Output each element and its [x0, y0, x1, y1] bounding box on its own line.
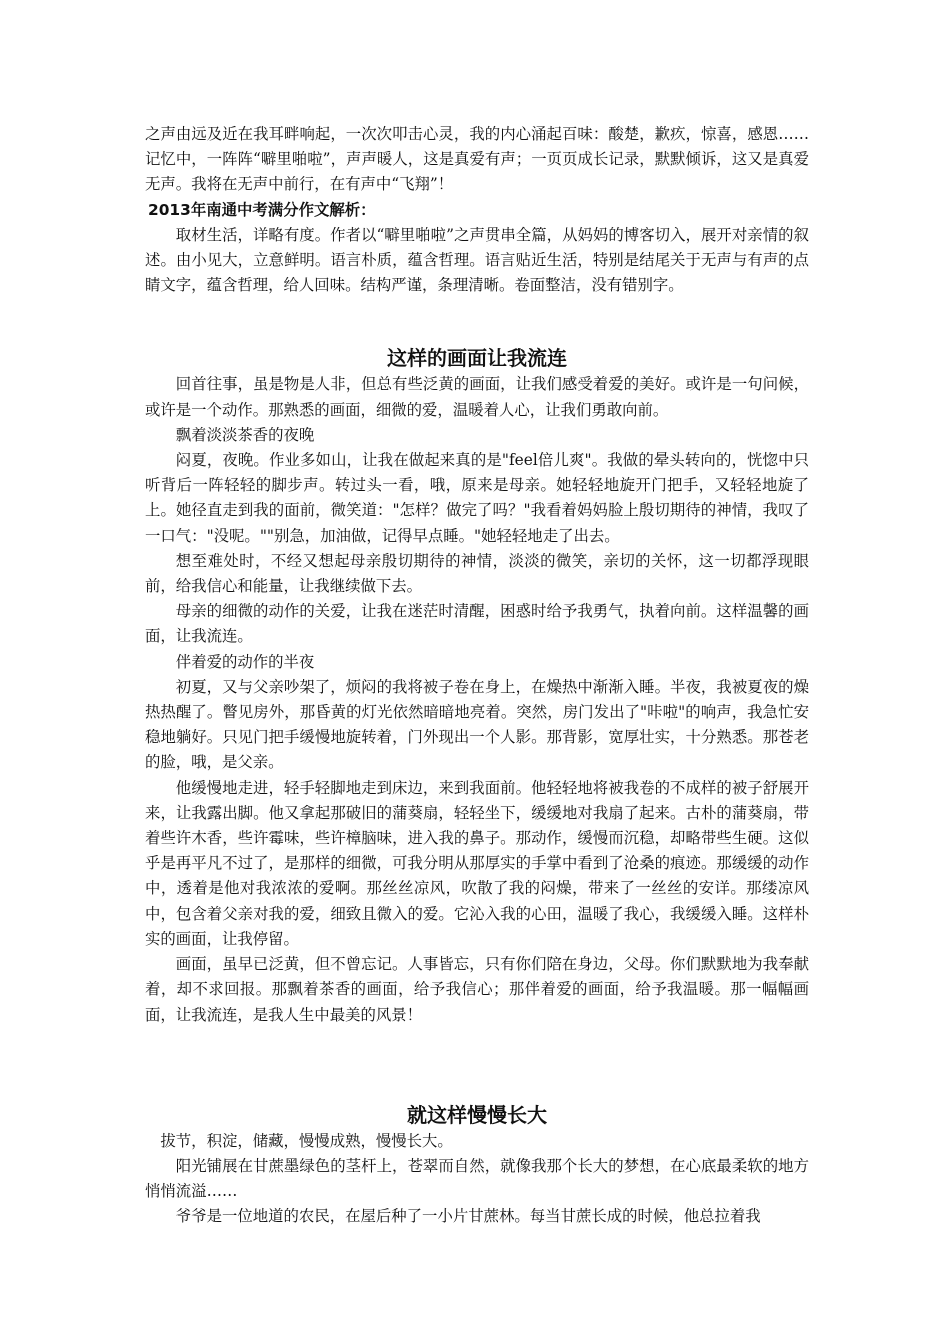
essay-paragraph: 他缓慢地走进，轻手轻脚地走到床边，来到我面前。他轻轻地将被我卷的不成样的被子舒展开来，让我露出脚。他又拿起那破旧的蒲葵扇，轻轻坐下，缓缓地对我扇了起来。古朴的蒲葵扇，带着些许木香，些许霉味，些许樟脑味，进入我的鼻子。那动作，缓慢而沉稳，却略带些生硬。这似乎是再平凡不过了，是那样的细微，可我分明从那厚实的手掌中看到了沧桑的痕迹。那缓缓的动作中，透着是他对我浓浓的爱啊。那丝丝凉风，吹散了我的闷燥，带来了一丝丝的安详。那缕凉风中，包含着父亲对我的爱，细致且微入的爱。它沁入我的心田，温暖了我心，我缓缓入睡。这样朴实的画面，让我停留。: [145, 778, 809, 948]
essay-paragraph: 爷爷是一位地道的农民，在屋后种了一小片甘蔗林。每当甘蔗长成的时候，他总拉着我: [175, 1207, 761, 1226]
essay-paragraph: 想至难处时，不经又想起母亲殷切期待的神情，淡淡的微笑，亲切的关怀，这一切都浮现眼前，给我信心和能量，让我继续做下去。: [145, 551, 809, 596]
essay-paragraph: 母亲的细微的动作的关爱，让我在迷茫时清醒，困惑时给予我勇气，执着向前。这样温馨的画面，让我流连。: [145, 602, 809, 646]
analysis-heading: 2013年南通中考满分作文解析：: [148, 200, 376, 219]
essay-subheading: 飘着淡淡茶香的夜晚: [175, 425, 315, 444]
essay-paragraph: 闷夏，夜晚。作业多如山，让我在做起来真的是"feel倍儿爽"。我做的晕头转向的，恍惚中只听背后一阵轻轻的脚步声。转过头一看，哦，原来是母亲。她轻轻地旋开门把手，又轻轻地旋了上。她径直走到我的面前，微笑道："怎样？做完了吗？"我看着妈妈脸上殷切期待的神情，我叹了一口气："没呢。""别急，加油做，记得早点睡。"她轻轻地走了出去。: [145, 451, 809, 545]
essay-closing-paragraph: 之声由远及近在我耳畔响起，一次次叩击心灵，我的内心涌起百味：酸楚，歉疚，惊喜，感恩……记忆中，一阵阵“噼里啪啦”，声声暖人，这是真爱有声；一页页成长记录，默默倾诉，这又是真爱无声。我将在无声中前行，在有声中“飞翔”！: [145, 125, 809, 194]
essay-subheading: 伴着爱的动作的半夜: [175, 652, 315, 671]
essay-title: 这样的画面让我流连: [387, 346, 567, 371]
essay-paragraph: 初夏，又与父亲吵架了，烦闷的我将被子卷在身上，在燥热中渐渐入睡。半夜，我被夏夜的燥热热醒了。瞥见房外，那昏黄的灯光依然暗暗地亮着。突然，房门发出了"咔啦"的响声，我急忙安稳地躺好。只见门把手缓慢地旋转着，门外现出一个人影。那背影，宽厚壮实，十分熟悉。那苍老的脸，哦，是父亲。: [145, 677, 809, 772]
essay-title: 就这样慢慢长大: [407, 1102, 547, 1127]
essay-paragraph: 阳光铺展在甘蔗墨绿色的茎杆上，苍翠而自然，就像我那个长大的梦想，在心底最柔软的地方悄悄流溢……: [145, 1156, 809, 1201]
essay-paragraph: 画面，虽早已泛黄，但不曾忘记。人事皆忘，只有你们陪在身边，父母。你们默默地为我奉献着，却不求回报。那飘着茶香的画面，给予我信心；那伴着爱的画面，给予我温暖。那一幅幅画面，让我流连，是我人生中最美的风景！: [145, 955, 809, 1024]
document-page: [145, 122, 809, 1230]
essay-paragraph: 回首往事，虽是物是人非，但总有些泛黄的画面，让我们感受着爱的美好。或许是一句问候，或许是一个动作。那熟悉的画面，细微的爱，温暖着人心，让我们勇敢向前。: [145, 375, 809, 419]
essay-paragraph: 拔节，积淀，储藏，慢慢成熟，慢慢长大。: [160, 1131, 453, 1150]
analysis-paragraph: 取材生活，详略有度。作者以“噼里啪啦”之声贯串全篇，从妈妈的博客切入，展开对亲情的叙述。由小见大，立意鲜明。语言朴质，蕴含哲理。语言贴近生活，特别是结尾关于无声与有声的点睛文字，蕴含哲理，给人回味。结构严谨，条理清晰。卷面整洁，没有错别字。: [145, 225, 809, 295]
